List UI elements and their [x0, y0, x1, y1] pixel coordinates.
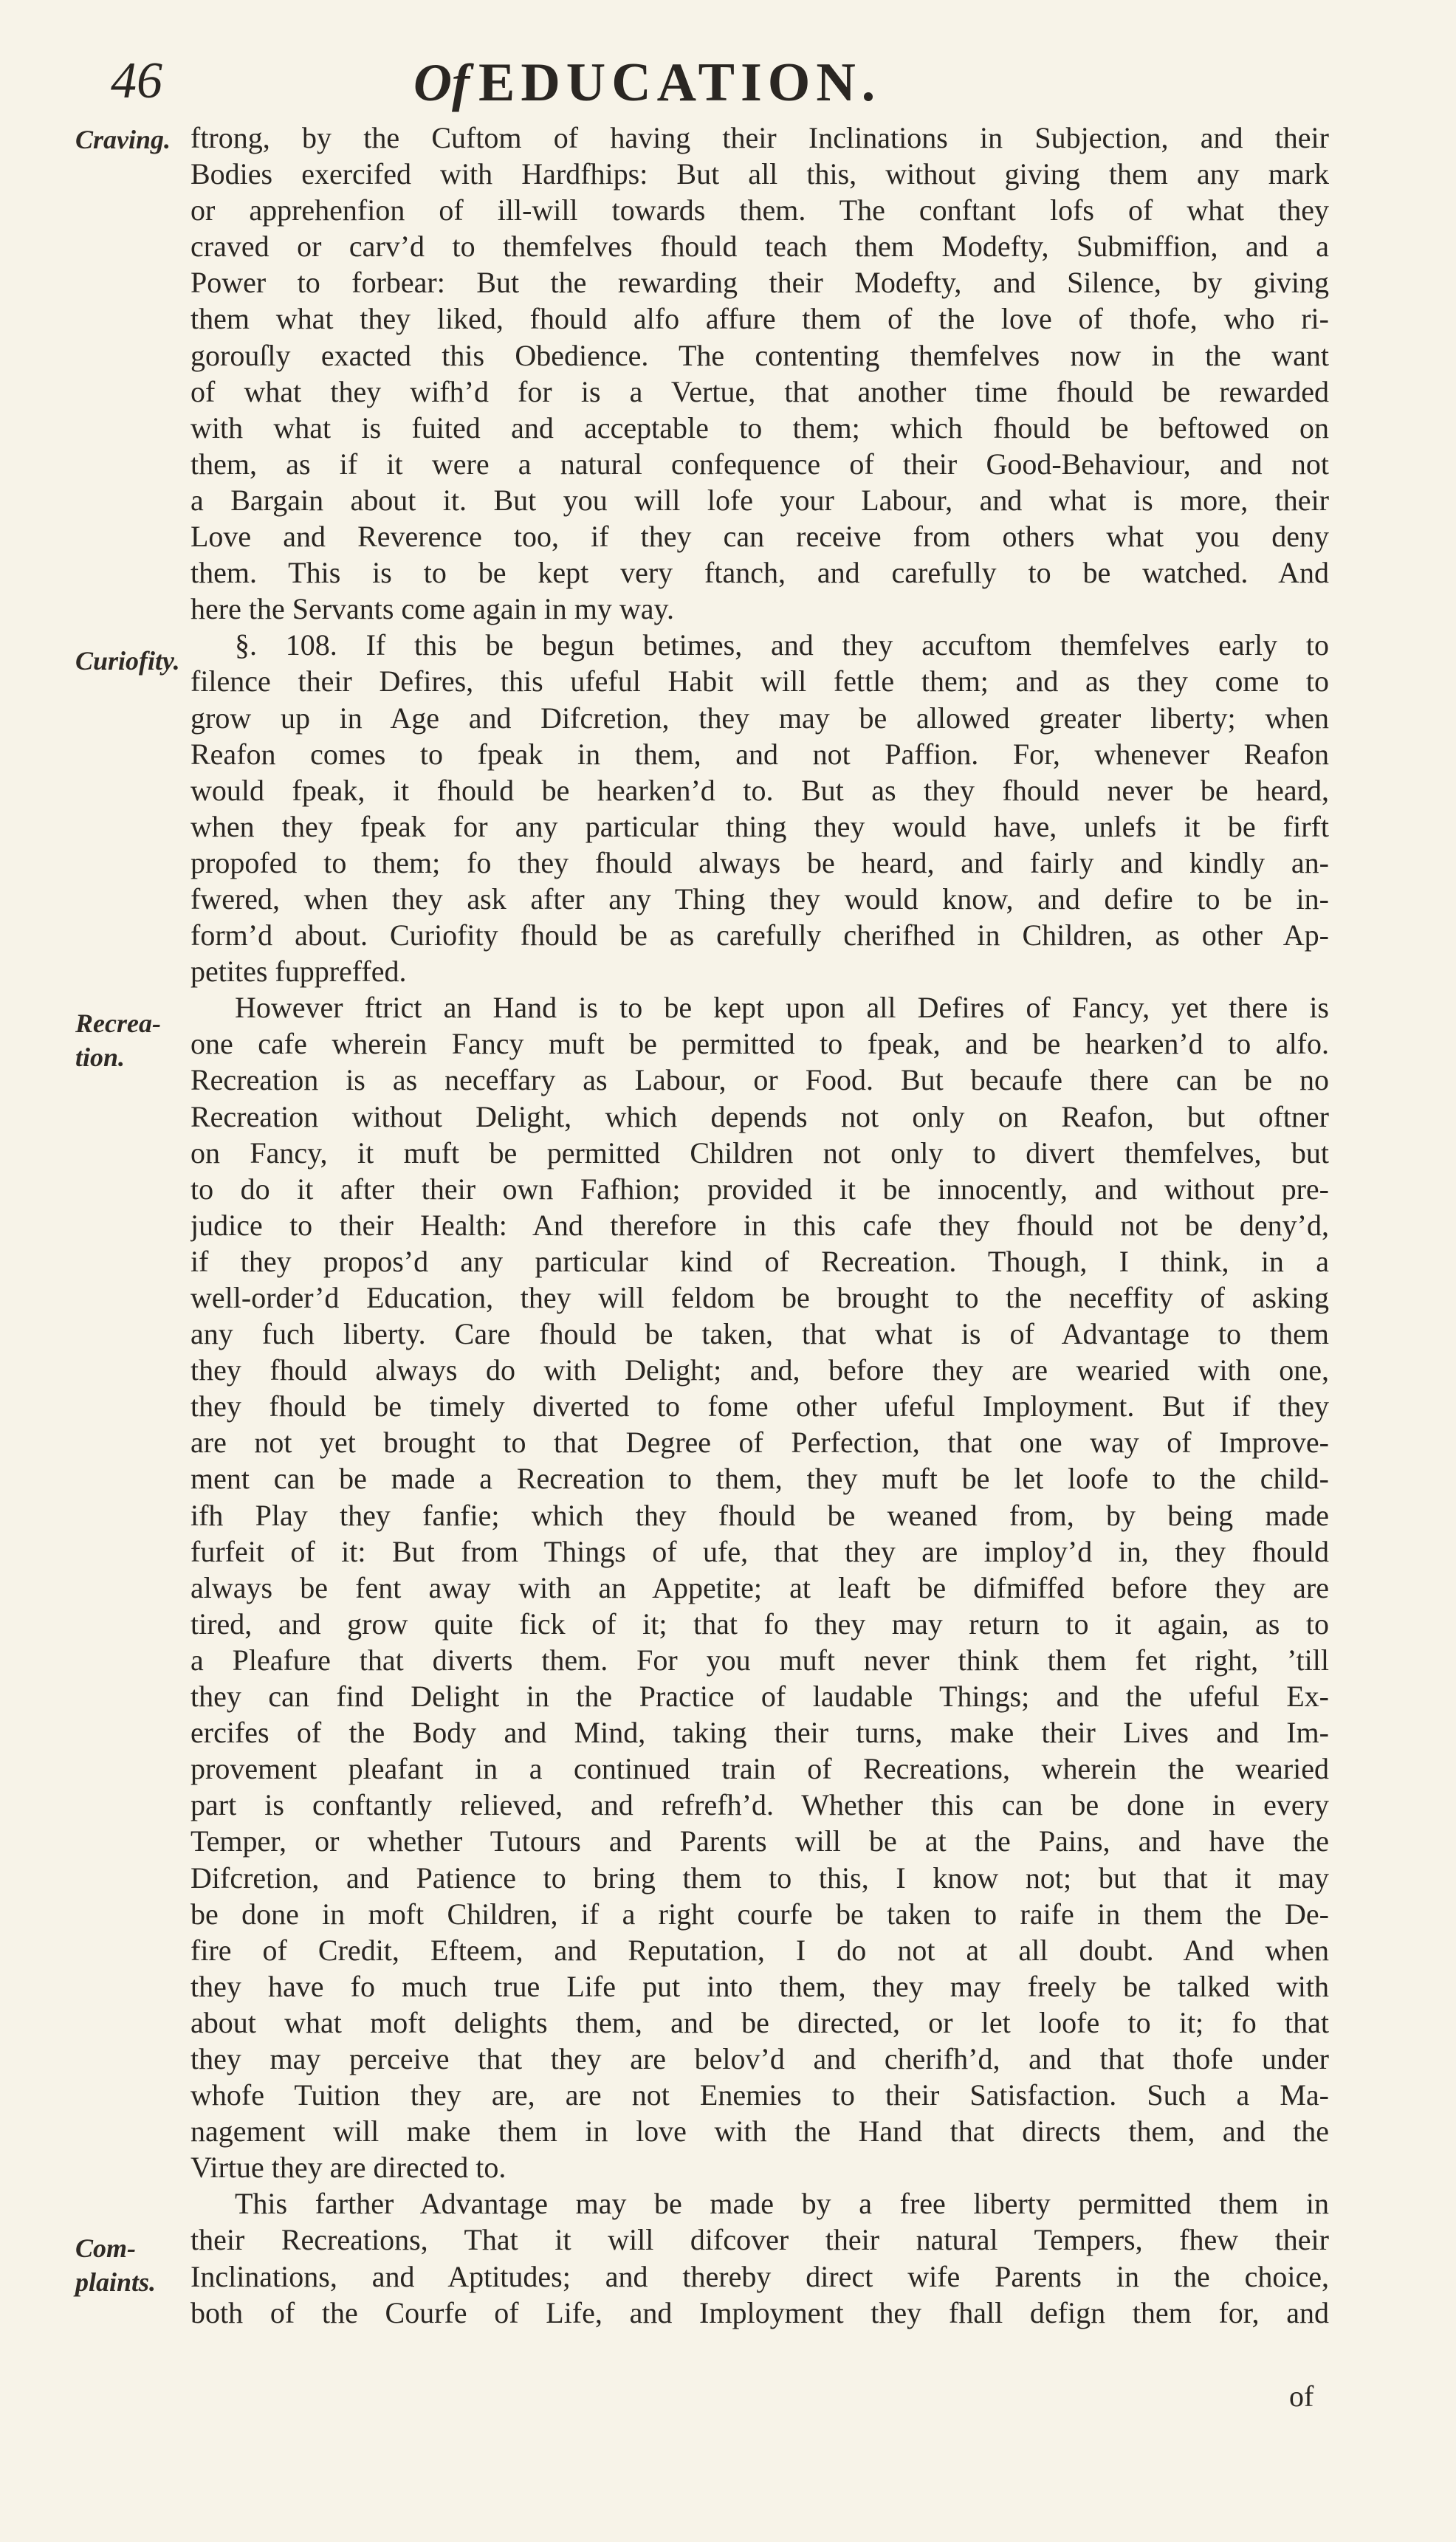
- text-line: tired, and grow quite fick of it; that fo they may return to it again, as to: [190, 1607, 1329, 1641]
- text-line: Recreation is as neceffary as Labour, or Food. But becaufe there can be no: [190, 1063, 1329, 1097]
- running-title: [413, 52, 881, 114]
- text-line: ftrong, by the Cuftom of having their Inclinations in Subjection, and their: [190, 121, 1329, 154]
- text-line: Temper, or whether Tutours and Parents will be at the Pains, and have the: [190, 1824, 1329, 1858]
- text-line: when they fpeak for any particular thing they would have, unlefs it be firft: [190, 809, 1329, 843]
- text-line: Virtue they are directed to.: [190, 2151, 506, 2185]
- text-line: they can find Delight in the Practice of laudable Things; and the ufeful Ex-: [190, 1680, 1329, 1714]
- text-line: fire of Credit, Efteem, and Reputation, I do not at all doubt. And when: [190, 1933, 1329, 1967]
- text-line: provement pleafant in a continued train of Recreations, wherein the wearied: [190, 1752, 1329, 1786]
- text-line: of what they wifh’d for is a Vertue, that another time fhould be rewarded: [190, 374, 1329, 408]
- text-line: nagement will make them in love with the Hand that directs them, and the: [190, 2115, 1329, 2148]
- text-line: judice to their Health: And therefore in this cafe they fhould not be deny’d,: [190, 1208, 1329, 1242]
- page-header: [0, 44, 1456, 126]
- text-line: This farther Advantage may be made by a free liberty permitted them in: [235, 2187, 1329, 2221]
- text-line: Recreation without Delight, which depends not only on Reafon, but oftner: [190, 1099, 1329, 1133]
- text-line: whofe Tuition they are, are not Enemies to their Satisfaction. Such a Ma-: [190, 2078, 1329, 2112]
- catchword: of: [1289, 2380, 1314, 2413]
- text-line: with what is fuited and acceptable to them; which fhould be beftowed on: [190, 411, 1329, 444]
- text-line: them, as if it were a natural confequence of their Good-Behaviour, and not: [190, 447, 1329, 481]
- text-line: furfeit of it: But from Things of ufe, that they are imploy’d in, they fhould: [190, 1534, 1329, 1568]
- text-line: Inclinations, and Aptitudes; and thereby direct wife Parents in the choice,: [190, 2259, 1329, 2293]
- margin-note-recreation: Recrea- tion.: [75, 1009, 161, 1072]
- text-line: they fhould always do with Delight; and, before they are wearied with one,: [190, 1353, 1329, 1387]
- text-line: be done in moft Children, if a right courfe be taken to raife in them the De-: [190, 1897, 1329, 1931]
- text-line: grow up in Age and Difcretion, they may be allowed greater liberty; when: [190, 701, 1329, 735]
- text-line: both of the Courfe of Life, and Imployment they fhall defign them for, and: [190, 2295, 1329, 2329]
- text-line: Bodies exercifed with Hardfhips: But all this, without giving them any mark: [190, 157, 1329, 191]
- text-line: propofed to them; fo they fhould always be heard, and fairly and kindly an-: [190, 845, 1329, 879]
- page-number: 46: [111, 52, 162, 109]
- margin-note-complaints: Com- plaints.: [75, 2233, 157, 2297]
- text-line: to do it after their own Fafhion; provided it be innocently, and without pre-: [190, 1172, 1329, 1206]
- text-line: any fuch liberty. Care fhould be taken, that what is of Advantage to them: [190, 1317, 1329, 1351]
- text-line: form’d about. Curiofity fhould be as carefully cherifhed in Children, as other Ap-: [190, 918, 1329, 952]
- running-title-lead: Of: [413, 53, 470, 112]
- text-line: Difcretion, and Patience to bring them to this, I know not; but that it may: [190, 1861, 1329, 1895]
- text-line: Reafon comes to fpeak in them, and not Paffion. For, whenever Reafon: [190, 737, 1329, 771]
- text-line: always be fent away with an Appetite; at leaft be difmiffed before they are: [190, 1570, 1329, 1604]
- body-text: [190, 120, 1329, 2331]
- text-line: gorouſly exacted this Obedience. The contenting themfelves now in the want: [190, 338, 1329, 372]
- text-line: ercifes of the Body and Mind, taking their turns, make their Lives and Im-: [190, 1716, 1329, 1750]
- text-line: about what moft delights them, and be directed, or let loofe to it; fo that: [190, 2005, 1329, 2039]
- text-line: if they propos’d any particular kind of Recreation. Though, I think, in a: [190, 1244, 1329, 1278]
- text-line: they may perceive that they are belov’d and cherifh’d, and that thofe under: [190, 2041, 1329, 2075]
- text-line: well-order’d Education, they will feldom be brought to the neceffity of asking: [190, 1281, 1329, 1314]
- text-line: petites fuppreffed.: [190, 955, 407, 989]
- text-line: they have fo much true Life put into them, they may freely be talked with: [190, 1969, 1329, 2003]
- text-line: craved or carv’d to themfelves fhould teach them Modefty, Submiffion, and a: [190, 230, 1329, 264]
- text-line: filence their Defires, this ufeful Habit will fettle them; and as they come to: [190, 664, 1329, 698]
- text-line: a Pleafure that diverts them. For you muft never think them fet right, ’till: [190, 1643, 1329, 1677]
- text-line: their Recreations, That it will difcover their natural Tempers, fhew their: [190, 2223, 1329, 2257]
- text-line: §. 108. If this be begun betimes, and they accuftom themfelves early to: [235, 628, 1329, 662]
- text-line: one cafe wherein Fancy muft be permitted to fpeak, and be hearken’d to alfo.: [190, 1027, 1329, 1061]
- text-line: they fhould be timely diverted to fome other ufeful Imployment. But if they: [190, 1389, 1329, 1423]
- text-line: ment can be made a Recreation to them, they muft be let loofe to the child-: [190, 1462, 1329, 1496]
- text-line: Power to forbear: But the rewarding their Modefty, and Silence, by giving: [190, 266, 1329, 300]
- text-line: ifh Play they fanfie; which they fhould be weaned from, by being made: [190, 1498, 1329, 1532]
- text-line: them what they liked, fhould alfo affure them of the love of thofe, who ri-: [190, 302, 1329, 336]
- text-line: here the Servants come again in my way.: [190, 592, 674, 626]
- text-line: are not yet brought to that Degree of Perfection, that one way of Improve-: [190, 1426, 1329, 1460]
- margin-note-craving: Craving.: [75, 125, 171, 154]
- text-line: them. This is to be kept very ftanch, and carefully to be watched. And: [190, 556, 1329, 590]
- text-line: part is conftantly relieved, and refrefh’d. Whether this can be done in every: [190, 1788, 1329, 1822]
- text-line: or apprehenfion of ill-will towards them. The conftant lofs of what they: [190, 193, 1329, 227]
- text-line: on Fancy, it muft be permitted Children not only to divert themfelves, but: [190, 1136, 1329, 1169]
- text-line: fwered, when they ask after any Thing they would know, and defire to be in-: [190, 882, 1329, 916]
- text-line: However ftrict an Hand is to be kept upon all Defires of Fancy, yet there is: [235, 991, 1329, 1025]
- text-line: a Bargain about it. But you will lofe your Labour, and what is more, their: [190, 483, 1329, 517]
- text-line: would fpeak, it fhould be hearken’d to. But as they fhould never be heard,: [190, 773, 1329, 807]
- text-line: Love and Reverence too, if they can receive from others what you deny: [190, 520, 1329, 554]
- margin-note-curiosity: Curiofity.: [75, 646, 180, 676]
- running-title-rest: EDUCATION.: [478, 52, 882, 113]
